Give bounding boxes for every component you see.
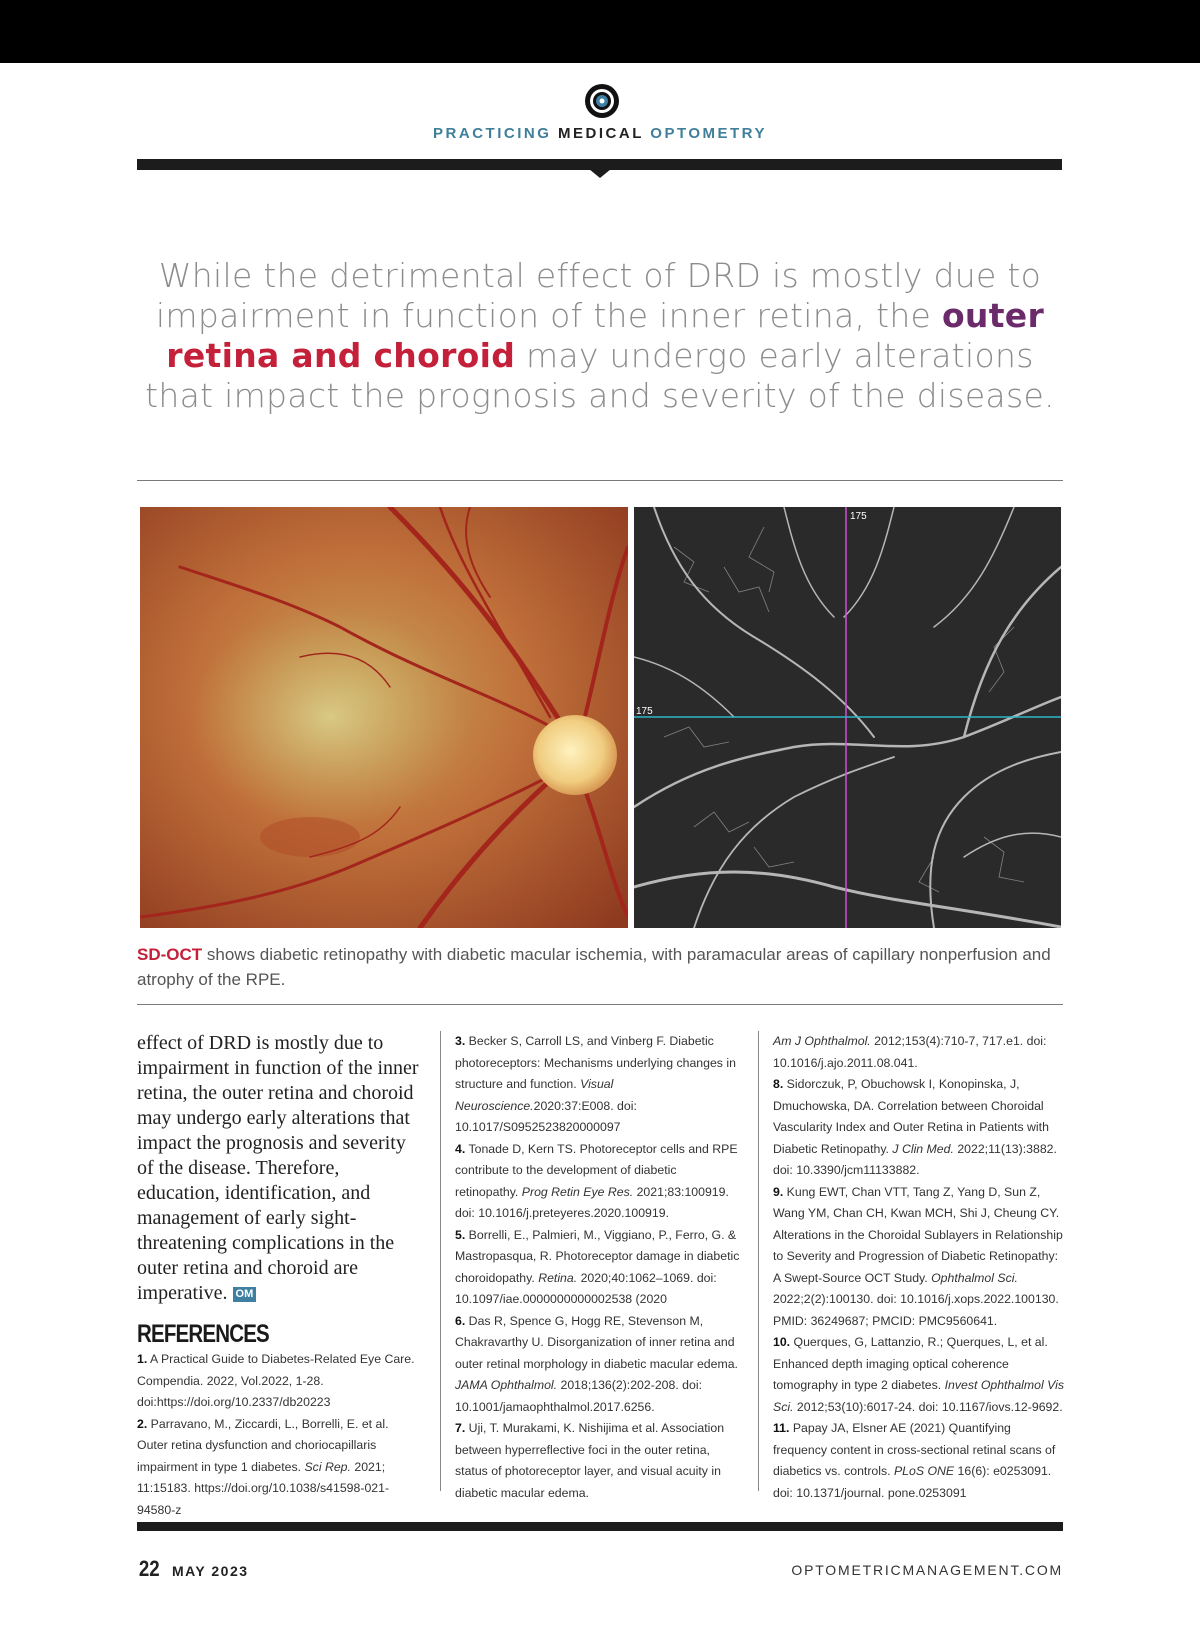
om-end-mark: OM [233,1287,257,1302]
reference-item: 9. Kung EWT, Chan VTT, Tang Z, Yang D, Sun Z, Wang YM, Chan CH, Kwan MCH, Shi J, Cheung CY. Alterations in the Choroidal Sublayers in Relationship to Severity and Progression of Diabetic Retinopathy: A Swept-Source OCT Study. Ophthalmol Sci. 2022;2(2):100130. doi: 10.1016/j.xops.2022.100130. PMID: 36249687; PMCID: PMC9560641. [773,1184,1063,1328]
reference-item: 1. A Practical Guide to Diabetes-Related Eye Care. Compendia. 2022, Vol.2022, 1-28. doi:https://doi.org/10.2337/db20223 [137,1352,415,1409]
reference-item-continued: Am J Ophthalmol. 2012;153(4):710-7, 717.e1. doi: 10.1016/j.ajo.2011.08.041. [773,1034,1047,1070]
body-paragraph [137,1031,419,1306]
pull-quote-highlight-outer: outer [941,296,1045,335]
reference-item: 5. Borrelli, E., Palmieri, M., Viggiano, P., Ferro, G. & Mastropasqua, R. Photoreceptor damage in diabetic choroidopathy. Retina. 2020;40:1062–1069. doi: 10.1097/iae.0000000000002538 (2020 [455,1227,740,1306]
pull-quote-rule [137,480,1063,481]
reference-item: 3. Becker S, Carroll LS, and Vinberg F. Diabetic photoreceptors: Mechanisms underlying changes in structure and function. Visual Neuroscience.2020:37:E008. doi: 10.1017/S0952523820000097 [455,1034,736,1134]
body-text: effect of DRD is mostly due to impairment in function of the inner retina, the outer retina and choroid may undergo early alterations that impact the prognosis and severity of the disease. Therefore, education, identification, and management of early sight-threatening complications in the outer retina and choroid are imperative. [137,1032,419,1304]
reference-item: 10. Querques, G, Lattanzio, R.; Querques, L, et al. Enhanced depth imaging optical coherence tomography in type 2 diabetes. Invest Ophthalmol Vis Sci. 2012;53(10):6017-24. doi: 10.1167/iovs.12-9692. [773,1335,1064,1414]
caption-text: shows diabetic retinopathy with diabetic macular ischemia, with paramacular areas of capillary nonperfusion and atrophy of the RPE. [137,945,1051,989]
reference-item: 7. Uji, T. Murakami, K. Nishijima et al. Association between hyperreflective foci in the outer retina, status of photoreceptor layer, and visual acuity in diabetic macular edema. [455,1421,725,1500]
pull-quote-part2: may undergo early alterations that impact the prognosis and severity of the disease. [145,336,1055,415]
page-number: 22 [138,1556,160,1581]
top-black-bar [0,0,1200,63]
section-word-1: PRACTICING [433,125,552,142]
section-word-2: MEDICAL [558,125,644,142]
section-header [0,125,1200,142]
issue-date: MAY 2023 [171,1563,249,1579]
reference-item: 11. Papay JA, Elsner AE (2021) Quantifying frequency content in cross-sectional retinal scans of diabetics vs. controls. PLoS ONE 16(6): e0253091. doi: 10.1371/journal. pone.0253091 [773,1421,1056,1500]
caption-lead: SD-OCT [137,945,203,964]
oct-label-top: 175 [850,511,867,522]
pull-quote [137,256,1063,416]
header-rule-notch [589,169,611,178]
section-word-3: OPTOMETRY [650,125,767,142]
fundus-photo [140,507,628,928]
figure-caption [137,942,1063,992]
footer-left [137,1556,249,1582]
oct-label-left: 175 [636,706,653,717]
pull-quote-part1: While the detrimental effect of DRD is mostly due to impairment in function of the inner retina, the [155,256,1042,335]
oct-angiography-image [634,507,1061,928]
column-divider-2 [758,1031,759,1491]
footer-site: OPTOMETRICMANAGEMENT.COM [791,1562,1063,1578]
footer-rule [137,1522,1063,1531]
reference-item: 2. Parravano, M., Ziccardi, L., Borrelli, E. et al. Outer retina dysfunction and choriocapillaris impairment in type 1 diabetes. Sci Rep. 2021; 11:15183. https://doi.org/10.1038/s41598-021-94580-z [137,1416,390,1517]
column-1 [137,1031,419,1521]
pull-quote-highlight-retina-choroid: retina and choroid [166,336,516,375]
column-divider-1 [440,1031,441,1491]
references-list-col1 [137,1349,419,1521]
caption-rule [137,1004,1063,1005]
references-heading: REFERENCES [137,1320,269,1348]
reference-item: 4. Tonade D, Kern TS. Photoreceptor cells and RPE contribute to the development of diabetic retinopathy. Prog Retin Eye Res. 2021;83:100919. doi: 10.1016/j.preteyeres.2020.100919. [455,1141,738,1220]
references-list-col3 [773,1031,1065,1504]
references-list-col2 [455,1031,742,1504]
eye-icon [584,83,620,119]
reference-item: 6. Das R, Spence G, Hogg RE, Stevenson M, Chakravarthy U. Disorganization of inner retina and outer retinal morphology in diabetic macular edema. JAMA Ophthalmol. 2018;136(2):202-208. doi: 10.1001/jamaophthalmol.2017.6256. [455,1313,738,1414]
reference-item: 8. Sidorczuk, P, Obuchowsk I, Konopinska, J, Dmuchowska, DA. Correlation between Choroidal Vascularity Index and Outer Retina in Patients with Diabetic Retinopathy. J Clin Med. 2022;11(13):3882. doi: 10.3390/jcm11133882. [773,1077,1057,1177]
